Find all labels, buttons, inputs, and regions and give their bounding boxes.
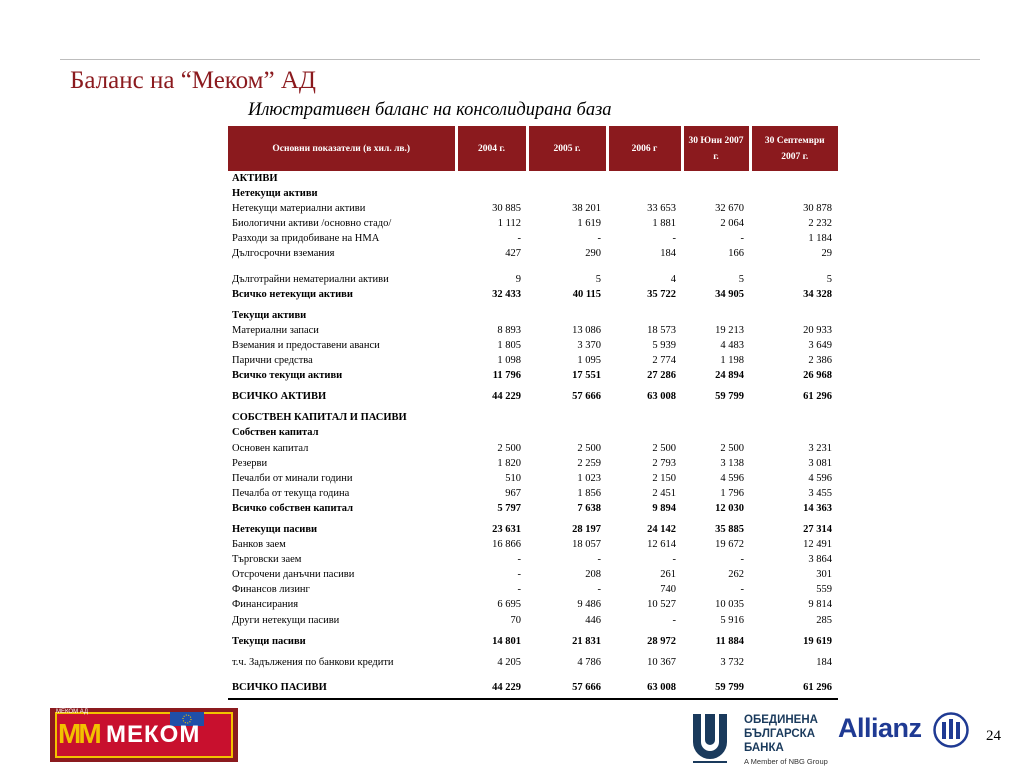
- row-value: 9 486: [577, 599, 601, 611]
- row-value: 6 695: [497, 599, 521, 611]
- row-value: 3 138: [720, 457, 744, 469]
- row-label: [228, 262, 456, 272]
- row-value: 2 150: [652, 472, 676, 484]
- row-value: 1 820: [497, 457, 521, 469]
- row-value: -: [597, 233, 601, 245]
- column-header: 30 Юни 2007 г.: [682, 126, 750, 171]
- row-value: 38 201: [572, 203, 601, 215]
- row-value: 63 008: [647, 391, 676, 403]
- allianz-eagle-icon: [933, 712, 969, 748]
- row-value: -: [672, 554, 676, 566]
- row-value: 23 631: [492, 523, 521, 535]
- table-row: [228, 389, 838, 404]
- row-value: [682, 670, 750, 680]
- row-value: -: [672, 614, 676, 626]
- row-value: [682, 308, 750, 323]
- row-value: 4 786: [577, 656, 601, 668]
- row-value: 34 328: [803, 288, 832, 300]
- balance-table: [228, 126, 838, 695]
- row-value: 3 649: [808, 339, 832, 351]
- row-value: 10 367: [647, 656, 676, 668]
- ubb-logo-subtext: A Member of NBG Group: [744, 757, 828, 766]
- table-row: [228, 368, 838, 383]
- row-value: [682, 425, 750, 440]
- row-value: 16 866: [492, 539, 521, 551]
- row-value: 20 933: [803, 324, 832, 336]
- row-value: [456, 186, 527, 201]
- row-value: 19 672: [715, 539, 744, 551]
- table-row: [228, 216, 838, 231]
- ubb-line-3: БАНКА: [744, 742, 784, 754]
- row-label: Нетекущи пасиви: [232, 523, 318, 535]
- table-body: [228, 171, 838, 695]
- row-value: 27 314: [803, 523, 832, 535]
- table-row: [228, 613, 838, 628]
- row-value: 44 229: [492, 681, 521, 693]
- column-header: 2005 г.: [527, 126, 607, 171]
- row-value: -: [517, 233, 521, 245]
- table-row: [228, 501, 838, 516]
- row-value: 184: [660, 248, 676, 260]
- row-value: [750, 308, 838, 323]
- row-value: 510: [505, 472, 521, 484]
- row-value: 2 793: [652, 457, 676, 469]
- row-value: 29: [821, 248, 832, 260]
- row-value: 70: [510, 614, 521, 626]
- row-value: 17 551: [572, 370, 601, 382]
- row-value: 10 527: [647, 599, 676, 611]
- row-value: 4 483: [720, 339, 744, 351]
- row-label: Печалба от текуща година: [232, 487, 350, 499]
- row-value: 184: [816, 656, 832, 668]
- slide-title: Баланс на “Меком” АД: [70, 67, 316, 94]
- row-value: 59 799: [715, 391, 744, 403]
- row-value: [527, 171, 607, 186]
- row-label: Банков заем: [232, 539, 286, 551]
- row-value: 5 797: [497, 502, 521, 514]
- row-label: Нетекущи материални активи: [232, 203, 366, 215]
- ubb-logo-icon: [690, 712, 730, 764]
- row-value: 4 596: [720, 472, 744, 484]
- row-value: [527, 262, 607, 272]
- row-value: 2 451: [652, 487, 676, 499]
- row-value: [750, 171, 838, 186]
- row-label: Други нетекущи пасиви: [232, 614, 340, 626]
- table-row: [228, 670, 838, 680]
- row-value: [750, 410, 838, 425]
- table-row: [228, 456, 838, 471]
- row-value: 1 856: [577, 487, 601, 499]
- row-value: 19 213: [715, 324, 744, 336]
- row-value: 1 796: [720, 487, 744, 499]
- row-value: 12 491: [803, 539, 832, 551]
- row-value: 446: [585, 614, 601, 626]
- row-value: 57 666: [572, 391, 601, 403]
- row-value: -: [740, 554, 744, 566]
- row-value: 8 893: [497, 324, 521, 336]
- row-value: [750, 425, 838, 440]
- table-row: [228, 186, 838, 201]
- row-value: 24 142: [647, 523, 676, 535]
- row-value: 5: [738, 273, 744, 285]
- row-value: 740: [660, 584, 676, 596]
- row-value: 5: [826, 273, 832, 285]
- table-bottom-rule: [228, 698, 838, 700]
- row-label: Текущи активи: [232, 309, 307, 321]
- table-row: [228, 272, 838, 287]
- row-value: 26 968: [803, 370, 832, 382]
- row-value: 3 455: [808, 487, 832, 499]
- row-value: 1 098: [497, 355, 521, 367]
- row-value: 32 433: [492, 288, 521, 300]
- mekom-mm-mark-icon: MM: [58, 718, 99, 749]
- row-value: 2 500: [577, 442, 601, 454]
- header-divider: [60, 59, 980, 60]
- row-label: Финансирания: [232, 599, 299, 611]
- allianz-logo-word: Allianz: [838, 713, 922, 743]
- row-value: 7 638: [577, 502, 601, 514]
- row-label: Всичко собствен капитал: [232, 502, 354, 514]
- row-value: 3 231: [808, 442, 832, 454]
- row-value: 61 296: [803, 391, 832, 403]
- row-value: 2 064: [720, 218, 744, 230]
- row-value: 35 885: [715, 523, 744, 535]
- table-row: [228, 537, 838, 552]
- table-row: [228, 597, 838, 612]
- row-label: Търговски заем: [232, 554, 302, 566]
- row-label: Собствен капитал: [232, 427, 319, 439]
- row-value: 28 197: [572, 523, 601, 535]
- row-value: 57 666: [572, 681, 601, 693]
- row-value: [527, 410, 607, 425]
- row-value: 559: [816, 584, 832, 596]
- row-label: Всичко текущи активи: [232, 370, 343, 382]
- row-value: 3 864: [808, 554, 832, 566]
- row-value: 427: [505, 248, 521, 260]
- row-value: 35 722: [647, 288, 676, 300]
- row-value: [607, 670, 682, 680]
- table-row: [228, 680, 838, 695]
- table-row: [228, 201, 838, 216]
- row-value: 290: [585, 248, 601, 260]
- table-row: [228, 338, 838, 353]
- row-value: 11 884: [715, 635, 744, 647]
- row-value: 12 614: [647, 539, 676, 551]
- row-value: 2 774: [652, 355, 676, 367]
- table-row: [228, 582, 838, 597]
- row-value: 1 805: [497, 339, 521, 351]
- ubb-line-2: БЪЛГАРСКА: [744, 728, 816, 740]
- row-value: 2 259: [577, 457, 601, 469]
- row-value: [456, 670, 527, 680]
- table-row: [228, 522, 838, 537]
- ubb-logo-text: [744, 713, 818, 755]
- mekom-logo: [50, 708, 238, 762]
- table-row: [228, 425, 838, 440]
- row-value: [750, 186, 838, 201]
- row-value: [456, 425, 527, 440]
- row-value: [607, 425, 682, 440]
- row-label: Биологични активи /основно стадо/: [232, 218, 392, 230]
- row-label: Текущи пасиви: [232, 635, 306, 647]
- row-value: -: [597, 554, 601, 566]
- row-value: 63 008: [647, 681, 676, 693]
- row-value: [527, 308, 607, 323]
- column-header: 2004 г.: [456, 126, 527, 171]
- table-row: [228, 486, 838, 501]
- row-value: 61 296: [803, 681, 832, 693]
- row-value: [750, 670, 838, 680]
- mekom-logo-small-text: МЕКОМ АД: [56, 709, 89, 715]
- table-row: [228, 567, 838, 582]
- row-value: [456, 410, 527, 425]
- row-label: Разходи за придобиване на НМА: [232, 233, 380, 245]
- row-value: [682, 186, 750, 201]
- mekom-logo-word: МЕКОМ: [106, 721, 201, 748]
- row-label: Резерви: [232, 457, 268, 469]
- table-row: [228, 634, 838, 649]
- row-value: 3 732: [720, 656, 744, 668]
- row-label: Дълготрайни нематериални активи: [232, 273, 389, 285]
- row-value: 5: [595, 273, 601, 285]
- row-value: 208: [585, 569, 601, 581]
- table-row: [228, 353, 838, 368]
- row-value: [456, 171, 527, 186]
- row-value: 262: [728, 569, 744, 581]
- balance-table-container: [228, 126, 838, 695]
- row-value: 28 972: [647, 635, 676, 647]
- row-value: [456, 308, 527, 323]
- row-value: 18 057: [572, 539, 601, 551]
- row-value: -: [740, 233, 744, 245]
- row-value: 18 573: [647, 324, 676, 336]
- row-value: 1 619: [577, 218, 601, 230]
- row-value: [607, 410, 682, 425]
- row-value: 30 878: [803, 203, 832, 215]
- row-label: Основен капитал: [232, 442, 309, 454]
- row-value: [527, 670, 607, 680]
- row-value: 30 885: [492, 203, 521, 215]
- row-value: [527, 425, 607, 440]
- row-value: 34 905: [715, 288, 744, 300]
- row-value: 9: [515, 273, 521, 285]
- row-value: -: [517, 554, 521, 566]
- row-value: 5 939: [652, 339, 676, 351]
- row-label: Всичко нетекущи активи: [232, 288, 353, 300]
- row-label: Печалби от минали години: [232, 472, 353, 484]
- row-value: 10 035: [715, 599, 744, 611]
- row-value: -: [672, 233, 676, 245]
- page-number: 24: [986, 728, 1001, 744]
- table-row: [228, 287, 838, 302]
- table-row: [228, 231, 838, 246]
- row-label: Нетекущи активи: [232, 188, 318, 200]
- row-value: 40 115: [572, 288, 601, 300]
- row-value: 32 670: [715, 203, 744, 215]
- row-value: [456, 262, 527, 272]
- ubb-line-1: ОБЕДИНЕНА: [744, 714, 818, 726]
- row-value: 9 894: [652, 502, 676, 514]
- row-value: 12 030: [715, 502, 744, 514]
- row-value: 27 286: [647, 370, 676, 382]
- row-value: 14 363: [803, 502, 832, 514]
- row-value: 2 232: [808, 218, 832, 230]
- row-value: [607, 171, 682, 186]
- table-row: [228, 655, 838, 670]
- table-row: [228, 471, 838, 486]
- row-label: Финансов лизинг: [232, 584, 310, 596]
- row-value: 11 796: [492, 370, 521, 382]
- row-value: 2 386: [808, 355, 832, 367]
- table-header-row: [228, 126, 838, 171]
- row-value: [750, 262, 838, 272]
- row-label: СОБСТВЕН КАПИТАЛ И ПАСИВИ: [232, 412, 407, 424]
- row-value: 1 184: [808, 233, 832, 245]
- row-value: 14 801: [492, 635, 521, 647]
- row-value: 1 023: [577, 472, 601, 484]
- table-row: [228, 246, 838, 261]
- row-value: 301: [816, 569, 832, 581]
- row-value: -: [597, 584, 601, 596]
- row-value: [607, 186, 682, 201]
- row-value: 4: [670, 273, 676, 285]
- column-header: 30 Септември 2007 г.: [750, 126, 838, 171]
- row-value: 166: [728, 248, 744, 260]
- row-value: [527, 186, 607, 201]
- row-value: 967: [505, 487, 521, 499]
- row-value: 3 370: [577, 339, 601, 351]
- row-value: [682, 410, 750, 425]
- row-value: 4 205: [497, 656, 521, 668]
- table-row: [228, 410, 838, 425]
- row-value: 13 086: [572, 324, 601, 336]
- row-label: ВСИЧКО АКТИВИ: [232, 391, 327, 403]
- row-value: -: [517, 584, 521, 596]
- row-value: 1 881: [652, 218, 676, 230]
- column-header: Основни показатели (в хил. лв.): [228, 126, 456, 171]
- row-value: 5 916: [720, 614, 744, 626]
- column-header: 2006 г: [607, 126, 682, 171]
- row-value: 44 229: [492, 391, 521, 403]
- row-value: [682, 171, 750, 186]
- row-value: 59 799: [715, 681, 744, 693]
- row-value: 4 596: [808, 472, 832, 484]
- row-value: 1 112: [497, 218, 521, 230]
- table-row: [228, 323, 838, 338]
- row-label: Дългосрочни вземания: [232, 248, 335, 260]
- row-label: т.ч. Задължения по банкови кредити: [232, 656, 394, 668]
- table-row: [228, 171, 838, 186]
- row-value: [607, 308, 682, 323]
- row-label: [228, 670, 456, 680]
- row-label: Материални запаси: [232, 324, 319, 336]
- row-value: 2 500: [497, 442, 521, 454]
- row-value: -: [517, 569, 521, 581]
- table-row: [228, 552, 838, 567]
- row-value: 24 894: [715, 370, 744, 382]
- row-value: 2 500: [652, 442, 676, 454]
- row-value: 33 653: [647, 203, 676, 215]
- row-label: Вземания и предоставени аванси: [232, 339, 380, 351]
- table-row: [228, 308, 838, 323]
- row-label: ВСИЧКО ПАСИВИ: [232, 681, 327, 693]
- row-value: 21 831: [572, 635, 601, 647]
- table-row: [228, 262, 838, 272]
- table-row: [228, 441, 838, 456]
- row-value: [682, 262, 750, 272]
- row-value: 1 198: [720, 355, 744, 367]
- slide-subtitle: Илюстративен баланс на консолидирана база: [248, 100, 612, 120]
- row-value: -: [740, 584, 744, 596]
- row-label: АКТИВИ: [232, 173, 278, 184]
- row-value: 261: [660, 569, 676, 581]
- row-value: 3 081: [808, 457, 832, 469]
- row-value: 1 095: [577, 355, 601, 367]
- row-value: 19 619: [803, 635, 832, 647]
- row-label: Отсрочени данъчни пасиви: [232, 569, 355, 581]
- row-value: 285: [816, 614, 832, 626]
- row-value: 2 500: [720, 442, 744, 454]
- row-value: 9 814: [808, 599, 832, 611]
- row-label: Парични средства: [232, 355, 313, 367]
- row-value: [607, 262, 682, 272]
